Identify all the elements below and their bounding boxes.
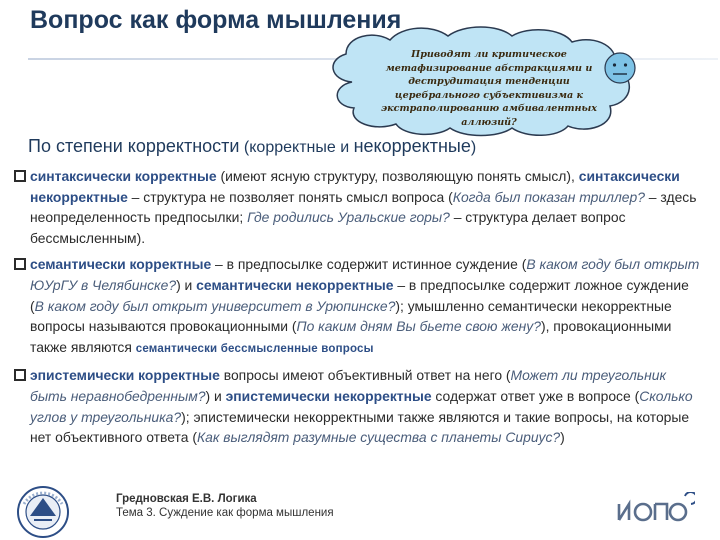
subheading-main: По степени корректности bbox=[28, 136, 240, 156]
item-text: ); эпистемически некорректными также являются и такие вопросы, на которые нет объективного ответа ( bbox=[30, 408, 690, 446]
example-question: Сколько углов у треугольника? bbox=[30, 387, 693, 425]
item-text: – структура не позволяет понять смысл вопроса ( bbox=[127, 188, 453, 205]
example-question: Как выглядят разумные существа с планеты Сириус? bbox=[196, 429, 561, 446]
item-text: ) bbox=[560, 429, 565, 446]
example-question: Где родились Уральские горы? bbox=[247, 209, 450, 226]
subheading-and: и bbox=[335, 139, 354, 156]
term-syntactic-incorrect: синтаксически некорректные bbox=[30, 168, 680, 205]
term-epistemic-correct: эпистемически корректные bbox=[30, 367, 220, 384]
example-question: В каком году был открыт университет в Урюпинске? bbox=[34, 297, 396, 314]
term-semantic-correct: семантически корректные bbox=[30, 256, 212, 273]
subheading-close: ) bbox=[470, 139, 477, 156]
term-semantic-incorrect: семантически некорректные bbox=[196, 276, 394, 293]
subheading-correct: корректные bbox=[249, 139, 336, 156]
thought-cloud bbox=[312, 22, 650, 140]
footer-topic: Тема 3. Суждение как форма мышления bbox=[116, 507, 334, 519]
slide-title: Вопрос как форма мышления bbox=[30, 6, 402, 34]
example-question: По каким дням Вы бьете свою жену? bbox=[296, 318, 541, 335]
section-subheading bbox=[28, 136, 476, 157]
item-text: ) и bbox=[176, 276, 197, 293]
item-text: ) и bbox=[205, 387, 226, 404]
item-text: вопросы имеют объективный ответ на него ( bbox=[219, 367, 511, 384]
callout-text: Приводят ли критическое метафизирование абстракциями и деструдитация тенденции церебрального субъективизма к экстраполированию амбивалентных аллюзий? bbox=[380, 49, 597, 128]
example-question: Когда был показан триллер? bbox=[452, 188, 645, 205]
item-text: – в предпосылке содержит истинное суждение ( bbox=[211, 256, 527, 273]
footer-author: Гредновская Е.В. Логика bbox=[116, 493, 257, 505]
subheading-incorrect: некорректные bbox=[353, 136, 471, 156]
bullet-list bbox=[14, 166, 704, 454]
item-text: ), провокационными также являются bbox=[30, 318, 672, 355]
example-question: Может ли треугольник быть неравнобедренным? bbox=[30, 367, 667, 404]
footer-caption bbox=[116, 492, 334, 520]
list-item bbox=[14, 365, 704, 447]
item-text: ); умышленно семантически некорректные вопросы называются провокационными ( bbox=[30, 297, 672, 335]
checkbox-bullet-icon bbox=[14, 258, 26, 270]
iodo-logo-icon bbox=[615, 492, 695, 528]
subheading-open: ( bbox=[239, 139, 250, 156]
term-epistemic-incorrect: эпистемически некорректные bbox=[225, 387, 432, 404]
item-text: – структура делает вопрос бессмысленным). bbox=[30, 209, 626, 246]
term-syntactic-correct: синтаксически корректные bbox=[30, 168, 217, 184]
smiley-icon bbox=[602, 50, 638, 86]
term-semantic-meaningless: семантически бессмысленные вопросы bbox=[135, 342, 374, 355]
example-question: В каком году был открыт ЮУрГУ в Челябинске? bbox=[30, 256, 700, 293]
item-text: – в предпосылке содержит ложное суждение ( bbox=[30, 276, 689, 314]
checkbox-bullet-icon bbox=[14, 369, 26, 381]
item-text: содержат ответ уже в вопросе ( bbox=[431, 387, 640, 404]
list-item bbox=[14, 166, 704, 248]
checkbox-bullet-icon bbox=[14, 170, 26, 182]
university-logo-icon bbox=[14, 484, 72, 540]
item-text: – здесь неопределенность предпосылки; bbox=[30, 188, 697, 226]
item-text: (имеют ясную структуру, позволяющую понять смысл), bbox=[216, 168, 579, 184]
list-item bbox=[14, 254, 704, 359]
